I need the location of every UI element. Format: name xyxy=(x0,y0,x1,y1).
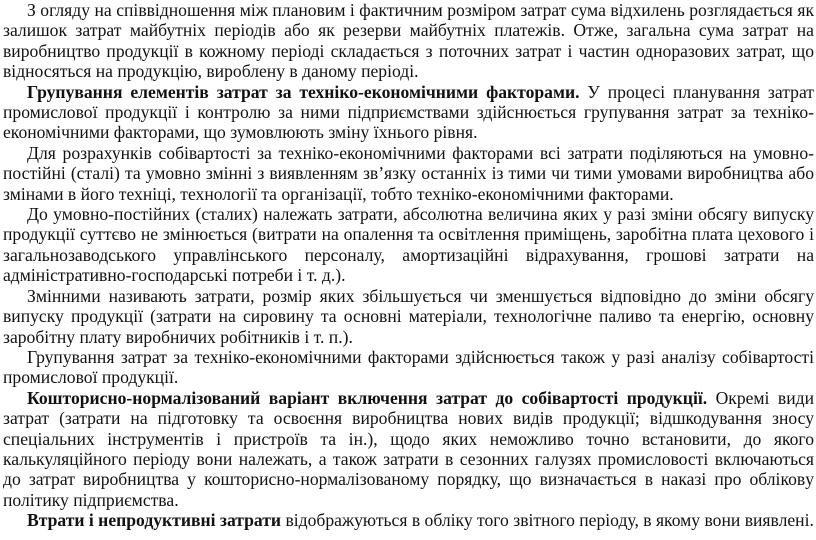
paragraph-1 xyxy=(3,0,814,82)
paragraph-7-heading: Кошторисно-нормалізований варіант включення затрат до собівартості продукції. xyxy=(27,387,708,408)
paragraph-2-heading: Групування елементів затрат за техніко-економічними факторами. xyxy=(27,81,580,102)
paragraph-3 xyxy=(3,143,814,204)
paragraph-7 xyxy=(3,388,814,510)
paragraph-6-text: Групування затрат за техніко-економічними факторами здійснюється також у разі аналізу собівартості промислової продукції. xyxy=(3,346,814,388)
paragraph-5 xyxy=(3,286,814,347)
paragraph-4-text: До умовно-постійних (сталих) належать затрати, абсолютна величина яких у разі зміни обсягу випуску продукції суттєво не змінюється (витрати на опалення та освітлення приміщень, заробітна плата цехового і загальнозаводського управлінського персоналу, амортизаційні відрахування, грошові затрати на адміністративно-господарські потреби і т. д.). xyxy=(3,204,814,286)
paragraph-6 xyxy=(3,347,814,388)
paragraph-8-text: відображуються в обліку того звітного періоду, в якому вони виявлені. xyxy=(281,510,814,531)
paragraph-3-text: Для розрахунків собівартості за техніко-економічними факторами всі затрати поділяються на умовно-постійні (сталі) та умовно змінні з виявленням зв’язку останніх із тими чи тими умовами виробництва або змінами в його техніці, технології та організації, тобто техніко-економічними факторами. xyxy=(3,142,814,204)
paragraph-7-text: Окремі види затрат (затрати на підготовку та освоєння виробництва нових видів продукції; відшкодування зносу спеціальних інструментів і пристроїв та ін.), щодо яких неможливо точно встановити, до якого калькуляційного періоду вони належать, а також затрати в сезонних галузях промисловості включаються до затрат виробництва у кошторисно-нормалізованому порядку, що визначається в наказі про обліковy політику підприємства. xyxy=(3,387,814,510)
paragraph-4 xyxy=(3,204,814,286)
paragraph-1-text: З огляду на співвідношення між плановим і фактичним розміром затрат сума відхилень розглядається як залишок затрат майбутніх періодів або як резерви майбутніх платежів. Отже, загальна сума затрат на виробництво продукції в кожному періоді складається з поточних затрат і частин одноразових затрат, що відносяться на продукцію, вироблену в даному періоді. xyxy=(3,0,814,82)
paragraph-5-text: Змінними називають затрати, розмір яких збільшується чи зменшується відповідно до зміни обсягу випуску продукції (затрати на сировину та основні матеріали, технологічне паливо та енергію, основну заробітну плату виробничих робітників і т. п.). xyxy=(3,285,814,347)
paragraph-8 xyxy=(3,510,814,530)
paragraph-2 xyxy=(3,82,814,143)
paragraph-2-text: У процесі планування затрат промислової продукції і контролю за ними підприємствами здійснюється групування затрат за техніко-економічними факторами, що зумовлюють зміну їхнього рівня. xyxy=(3,81,814,143)
paragraph-8-heading: Втрати і непродуктивні затрати xyxy=(27,510,282,531)
